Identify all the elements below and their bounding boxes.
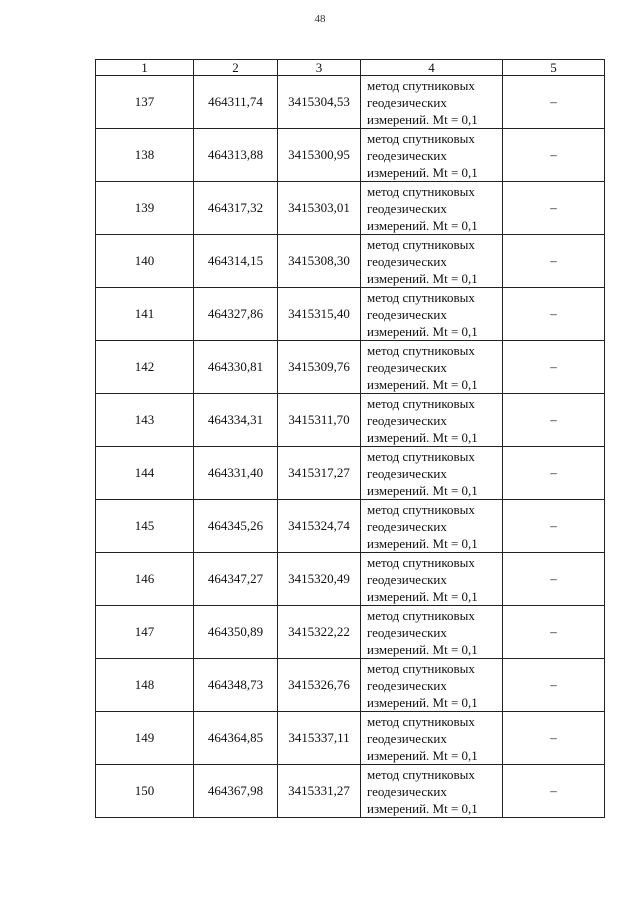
method-text-line: геодезических — [367, 730, 447, 746]
method-text-line: метод спутниковых — [367, 713, 475, 729]
page-number: 48 — [314, 13, 326, 25]
table-row — [96, 500, 605, 553]
method-text-line: геодезических — [367, 147, 447, 163]
table-row — [96, 447, 605, 500]
method-text-line: геодезических — [367, 200, 447, 216]
table-row — [96, 341, 605, 394]
y-coordinate-cell: 3415326,76 — [278, 659, 361, 712]
method-text-line: метод спутниковых — [367, 448, 475, 464]
method-text-line: измерений. Mt = 0,1 — [367, 641, 478, 657]
method-cell — [361, 500, 503, 553]
table-row — [96, 182, 605, 235]
y-coordinate-cell: 3415315,40 — [278, 288, 361, 341]
method-cell — [361, 235, 503, 288]
column-5-cell: – — [503, 129, 605, 182]
method-text-line: измерений. Mt = 0,1 — [367, 111, 478, 127]
header-col-5: 5 — [503, 60, 605, 76]
y-coordinate-cell: 3415317,27 — [278, 447, 361, 500]
header-col-1: 1 — [96, 60, 194, 76]
table-row — [96, 129, 605, 182]
table-row — [96, 606, 605, 659]
method-text-line: метод спутниковых — [367, 660, 475, 676]
x-coordinate-cell: 464345,26 — [194, 500, 278, 553]
y-coordinate-cell: 3415308,30 — [278, 235, 361, 288]
method-cell — [361, 129, 503, 182]
table-row — [96, 235, 605, 288]
column-5-cell: – — [503, 394, 605, 447]
y-coordinate-cell: 3415311,70 — [278, 394, 361, 447]
method-cell — [361, 712, 503, 765]
y-coordinate-cell: 3415324,74 — [278, 500, 361, 553]
column-5-cell: – — [503, 500, 605, 553]
method-cell — [361, 341, 503, 394]
x-coordinate-cell: 464348,73 — [194, 659, 278, 712]
x-coordinate-cell: 464311,74 — [194, 76, 278, 129]
header-col-2: 2 — [194, 60, 278, 76]
column-5-cell: – — [503, 606, 605, 659]
point-number-cell: 143 — [96, 394, 194, 447]
point-number-cell: 150 — [96, 765, 194, 818]
y-coordinate-cell: 3415304,53 — [278, 76, 361, 129]
table-row — [96, 659, 605, 712]
method-text-line: измерений. Mt = 0,1 — [367, 429, 478, 445]
x-coordinate-cell: 464331,40 — [194, 447, 278, 500]
y-coordinate-cell: 3415337,11 — [278, 712, 361, 765]
method-text-line: измерений. Mt = 0,1 — [367, 800, 478, 816]
y-coordinate-cell: 3415309,76 — [278, 341, 361, 394]
y-coordinate-cell: 3415303,01 — [278, 182, 361, 235]
method-cell — [361, 447, 503, 500]
column-5-cell: – — [503, 447, 605, 500]
method-text-line: метод спутниковых — [367, 607, 475, 623]
method-text-line: измерений. Mt = 0,1 — [367, 376, 478, 392]
table-body — [96, 76, 605, 818]
x-coordinate-cell: 464330,81 — [194, 341, 278, 394]
method-text-line: геодезических — [367, 253, 447, 269]
method-text-line: измерений. Mt = 0,1 — [367, 217, 478, 233]
header-col-3: 3 — [278, 60, 361, 76]
column-5-cell: – — [503, 182, 605, 235]
method-text-line: геодезических — [367, 518, 447, 534]
method-text-line: метод спутниковых — [367, 77, 475, 93]
table-row — [96, 394, 605, 447]
method-cell — [361, 553, 503, 606]
method-cell — [361, 606, 503, 659]
method-text-line: геодезических — [367, 94, 447, 110]
method-text-line: метод спутниковых — [367, 501, 475, 517]
method-text-line: геодезических — [367, 306, 447, 322]
column-5-cell: – — [503, 712, 605, 765]
method-text-line: геодезических — [367, 571, 447, 587]
column-5-cell: – — [503, 76, 605, 129]
method-cell — [361, 288, 503, 341]
method-text-line: измерений. Mt = 0,1 — [367, 535, 478, 551]
method-text-line: метод спутниковых — [367, 183, 475, 199]
table-row — [96, 553, 605, 606]
method-text-line: измерений. Mt = 0,1 — [367, 323, 478, 339]
method-cell — [361, 76, 503, 129]
method-text-line: метод спутниковых — [367, 130, 475, 146]
method-cell — [361, 659, 503, 712]
method-text-line: геодезических — [367, 677, 447, 693]
x-coordinate-cell: 464327,86 — [194, 288, 278, 341]
table-header — [96, 60, 605, 76]
method-text-line: геодезических — [367, 624, 447, 640]
column-5-cell: – — [503, 341, 605, 394]
point-number-cell: 140 — [96, 235, 194, 288]
table-row — [96, 288, 605, 341]
point-number-cell: 144 — [96, 447, 194, 500]
point-number-cell: 137 — [96, 76, 194, 129]
method-text-line: измерений. Mt = 0,1 — [367, 588, 478, 604]
point-number-cell: 147 — [96, 606, 194, 659]
method-text-line: геодезических — [367, 412, 447, 428]
method-text-line: метод спутниковых — [367, 554, 475, 570]
method-cell — [361, 394, 503, 447]
column-5-cell: – — [503, 288, 605, 341]
method-text-line: измерений. Mt = 0,1 — [367, 270, 478, 286]
method-text-line: геодезических — [367, 359, 447, 375]
column-5-cell: – — [503, 553, 605, 606]
x-coordinate-cell: 464314,15 — [194, 235, 278, 288]
column-5-cell: – — [503, 659, 605, 712]
header-col-4: 4 — [361, 60, 503, 76]
y-coordinate-cell: 3415322,22 — [278, 606, 361, 659]
point-number-cell: 145 — [96, 500, 194, 553]
header-row — [96, 60, 605, 76]
point-number-cell: 141 — [96, 288, 194, 341]
method-cell — [361, 765, 503, 818]
table-row — [96, 765, 605, 818]
method-text-line: метод спутниковых — [367, 395, 475, 411]
column-5-cell: – — [503, 235, 605, 288]
y-coordinate-cell: 3415331,27 — [278, 765, 361, 818]
method-text-line: измерений. Mt = 0,1 — [367, 164, 478, 180]
method-cell — [361, 182, 503, 235]
y-coordinate-cell: 3415320,49 — [278, 553, 361, 606]
x-coordinate-cell: 464313,88 — [194, 129, 278, 182]
table-row — [96, 712, 605, 765]
method-text-line: метод спутниковых — [367, 342, 475, 358]
table-row — [96, 76, 605, 129]
point-number-cell: 149 — [96, 712, 194, 765]
point-number-cell: 148 — [96, 659, 194, 712]
x-coordinate-cell: 464367,98 — [194, 765, 278, 818]
method-text-line: измерений. Mt = 0,1 — [367, 482, 478, 498]
x-coordinate-cell: 464364,85 — [194, 712, 278, 765]
point-number-cell: 146 — [96, 553, 194, 606]
method-text-line: метод спутниковых — [367, 766, 475, 782]
x-coordinate-cell: 464334,31 — [194, 394, 278, 447]
point-number-cell: 142 — [96, 341, 194, 394]
method-text-line: метод спутниковых — [367, 289, 475, 305]
method-text-line: геодезических — [367, 465, 447, 481]
x-coordinate-cell: 464347,27 — [194, 553, 278, 606]
method-text-line: измерений. Mt = 0,1 — [367, 747, 478, 763]
method-text-line: метод спутниковых — [367, 236, 475, 252]
method-text-line: измерений. Mt = 0,1 — [367, 694, 478, 710]
point-number-cell: 139 — [96, 182, 194, 235]
point-number-cell: 138 — [96, 129, 194, 182]
column-5-cell: – — [503, 765, 605, 818]
x-coordinate-cell: 464350,89 — [194, 606, 278, 659]
coordinates-table — [95, 59, 605, 818]
y-coordinate-cell: 3415300,95 — [278, 129, 361, 182]
method-text-line: геодезических — [367, 783, 447, 799]
x-coordinate-cell: 464317,32 — [194, 182, 278, 235]
